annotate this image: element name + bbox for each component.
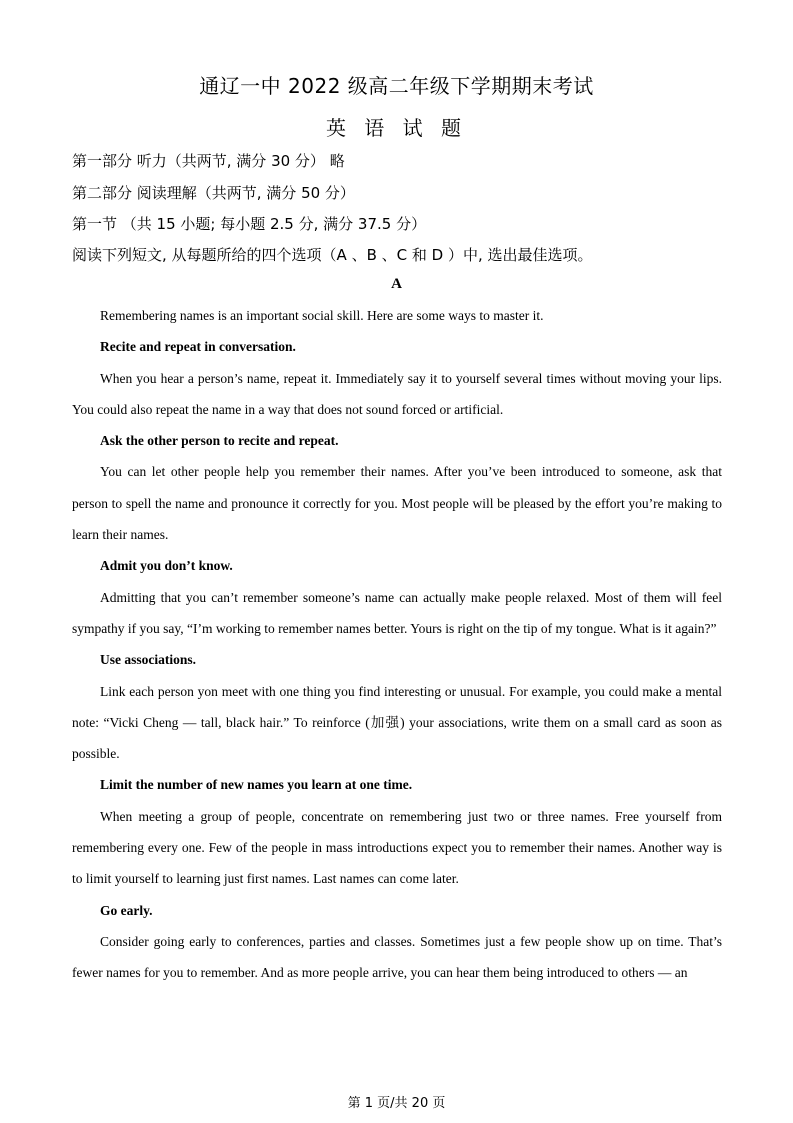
instruction-part-one: 第一部分 听力（共两节, 满分 30 分） 略 [72, 152, 345, 170]
tip-text: You can let other people help you remember their names. After you’ve been introduced to someone, ask that person to spell the name and pronounce it correctly for you. Most people will be pleased by the effort you’re making to learn their names. [72, 464, 722, 543]
tip-heading: Use associations. [100, 652, 197, 668]
page-number: 第 1 页/共 20 页 [347, 1096, 446, 1111]
tip-text: Consider going early to conferences, parties and classes. Sometimes just a few people show up on time. That’s fewer names for you to remember. And as more people arrive, you can hear them being introduced to others — an [72, 933, 722, 981]
tip-text: Admitting that you can’t remember someone’s name can actually make people relaxed. Most of them will feel sympathy if you say, “I’m working to remember names better. Yours is right on the tip of my tongue. What is it again?” [72, 589, 722, 636]
tip-heading: Admit you don’t know. [100, 558, 233, 574]
tip-text: When meeting a group of people, concentrate on remembering just two or three names. Free yourself from remembering every one. Few of the people in mass introductions expect you to remember their names. Another way is to limit yourself to learning just first names. Last names can come later. [72, 808, 722, 887]
passage-body [72, 300, 722, 989]
tip-heading: Ask the other person to recite and repeat. [100, 433, 339, 449]
passage-letter: A [391, 276, 402, 292]
tip-heading: Limit the number of new names you learn at one time. [100, 777, 413, 793]
exam-title: 通辽一中 2022 级高二年级下学期期末考试 [199, 74, 594, 98]
tip-text: When you hear a person’s name, repeat it. Immediately say it to yourself several times without moving your lips. You could also repeat the name in a way that does not sound forced or artificial. [72, 370, 722, 417]
instruction-section-one: 第一节 （共 15 小题; 每小题 2.5 分, 满分 37.5 分） [72, 215, 427, 233]
tip-heading: Recite and repeat in conversation. [100, 339, 296, 355]
tip-heading: Go early. [100, 902, 153, 918]
instruction-part-two: 第二部分 阅读理解（共两节, 满分 50 分） [72, 184, 355, 202]
exam-subtitle: 英 语 试 题 [325, 116, 468, 140]
tip-text: Link each person yon meet with one thing you find interesting or unusual. For example, you could make a mental note: “Vicki Cheng — tall, black hair.” To reinforce (加强) your associations, write them on a small card as soon as possible. [72, 683, 722, 762]
passage-intro: Remembering names is an important social skill. Here are some ways to master it. [100, 308, 544, 323]
instruction-directions: 阅读下列短文, 从每题所给的四个选项（A 、B 、C 和 D ）中, 选出最佳选项。 [72, 246, 593, 264]
